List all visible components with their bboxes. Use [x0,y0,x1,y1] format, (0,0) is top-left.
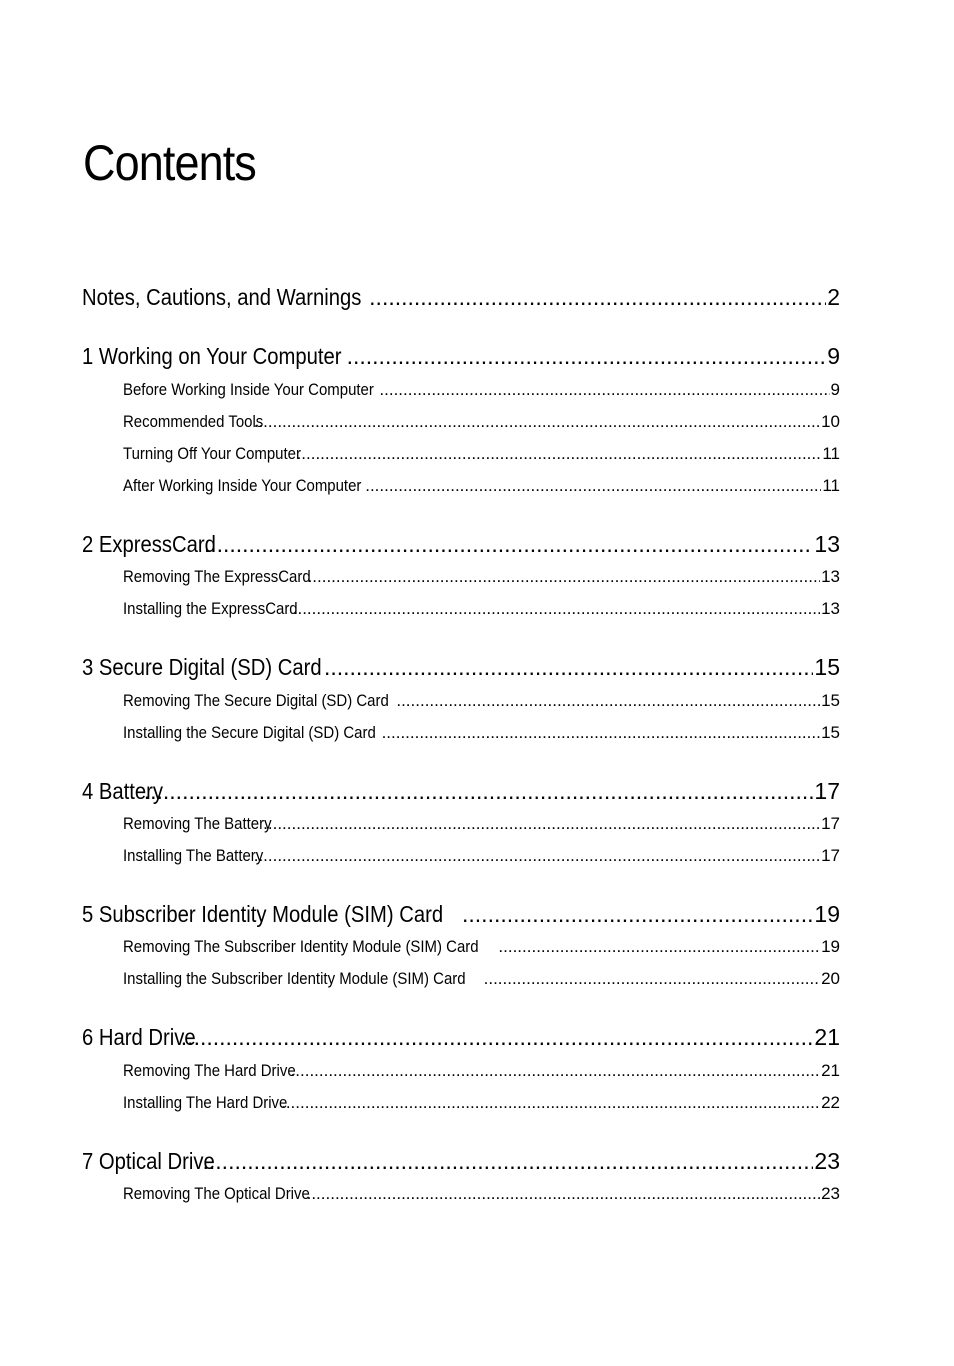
toc-entry-title: Installing the Subscriber Identity Module (SIM) Card [123,969,466,988]
toc-page-number: 13 [821,567,840,586]
toc-page-number: 9 [827,343,840,369]
toc-entry-title: Installing the Secure Digital (SD) Card [123,723,376,742]
toc-entry-title: Removing The Secure Digital (SD) Card [123,691,389,710]
toc-page-number: 11 [822,476,840,495]
toc-subentry-removing-expresscard[interactable] [123,567,840,589]
dot-leader [498,937,820,957]
toc-subentry-installing-expresscard[interactable] [123,599,840,621]
toc-entry-title: Installing the ExpressCard [123,599,298,618]
toc-page-number: 11 [822,444,840,463]
toc-entry-title: 3 Secure Digital (SD) Card [82,654,322,680]
dot-leader [263,814,820,834]
dot-leader [369,284,826,311]
toc-page-number: 15 [821,723,840,742]
toc-subentry-after-working-inside[interactable] [123,476,840,498]
dot-leader [281,1093,820,1113]
dot-leader [291,1061,821,1081]
dot-leader [379,380,829,400]
toc-page-number: 15 [814,654,840,680]
toc-entry-notes-cautions-warnings[interactable] [82,284,840,314]
toc-entry-title: 5 Subscriber Identity Module (SIM) Card [82,901,444,927]
toc-entry-title: Removing The Optical Drive [123,1184,310,1203]
toc-entry-title: Turning Off Your Computer [123,444,301,463]
dot-leader [254,412,820,432]
toc-entry-optical-drive[interactable] [82,1148,840,1178]
dot-leader [254,846,820,866]
toc-page-number: 17 [821,814,840,833]
toc-subentry-removing-sim-card[interactable] [123,937,840,959]
toc-entry-hard-drive[interactable] [82,1024,840,1054]
dot-leader [308,567,821,587]
dot-leader [144,778,814,805]
toc-entry-title: After Working Inside Your Computer [123,476,362,495]
toc-entry-title: Removing The Hard Drive [123,1061,296,1080]
toc-entry-title: 6 Hard Drive [82,1024,196,1050]
toc-page-number: 15 [821,691,840,710]
toc-subentry-removing-optical-drive[interactable] [123,1184,840,1206]
toc-entry-title: 4 Battery [82,778,164,804]
toc-page-number: 22 [821,1093,840,1112]
toc-subentry-removing-sd-card[interactable] [123,691,840,713]
toc-page-number: 19 [814,901,840,927]
toc-entry-title: Before Working Inside Your Computer [123,380,374,399]
toc-page-number: 23 [821,1184,840,1203]
toc-entry-title: Removing The Subscriber Identity Module (SIM) Card [123,937,479,956]
toc-page-number: 19 [821,937,840,956]
dot-leader [297,444,822,464]
dot-leader [396,691,820,711]
toc-page-number: 21 [814,1024,840,1050]
toc-entry-title: 7 Optical Drive [82,1148,215,1174]
toc-page-number: 13 [821,599,840,618]
toc-subentry-installing-sim-card[interactable] [123,969,840,991]
toc-entry-title: 2 ExpressCard [82,531,216,557]
toc-page-number: 9 [830,380,840,399]
toc-page-number: 23 [814,1148,840,1174]
toc-page-number: 21 [821,1061,840,1080]
toc-subentry-installing-sd-card[interactable] [123,723,840,745]
dot-leader [293,599,820,619]
toc-entry-sim-card[interactable] [82,901,840,931]
toc-entry-working-on-your-computer[interactable] [82,343,840,373]
toc-subentry-removing-battery[interactable] [123,814,840,836]
toc-subentry-installing-hard-drive[interactable] [123,1093,840,1115]
toc-subentry-turning-off-computer[interactable] [123,444,840,466]
toc-entry-sd-card[interactable] [82,654,840,684]
dot-leader [324,654,813,681]
toc-entry-title: 1 Working on Your Computer [82,343,342,369]
toc-entry-title: Removing The Battery [123,814,272,833]
dot-leader [181,1024,814,1051]
toc-page-number: 2 [827,284,840,310]
page-title: Contents [83,135,256,191]
dot-leader [203,1148,814,1175]
toc-entry-title: Removing The ExpressCard [123,567,311,586]
toc-entry-title: Notes, Cautions, and Warnings [82,284,362,310]
toc-entry-title: Installing The Battery [123,846,264,865]
toc-subentry-removing-hard-drive[interactable] [123,1061,840,1083]
toc-page-number: 20 [821,969,840,988]
toc-page-number: 10 [821,412,840,431]
toc-subentry-installing-battery[interactable] [123,846,840,868]
dot-leader [462,901,813,928]
toc-subentry-recommended-tools[interactable] [123,412,840,434]
toc-page-number: 17 [814,778,840,804]
dot-leader [347,343,827,370]
dot-leader [382,723,821,743]
toc-subentry-before-working-inside[interactable] [123,380,840,402]
toc-entry-expresscard[interactable] [82,531,840,561]
dot-leader [365,476,821,496]
toc-page-number: 17 [821,846,840,865]
dot-leader [484,969,820,989]
toc-entry-title: Installing The Hard Drive [123,1093,288,1112]
dot-leader [307,1184,820,1204]
toc-entry-title: Recommended Tools [123,412,264,431]
toc-entry-battery[interactable] [82,778,840,808]
toc-page-number: 13 [814,531,840,557]
dot-leader [204,531,814,558]
